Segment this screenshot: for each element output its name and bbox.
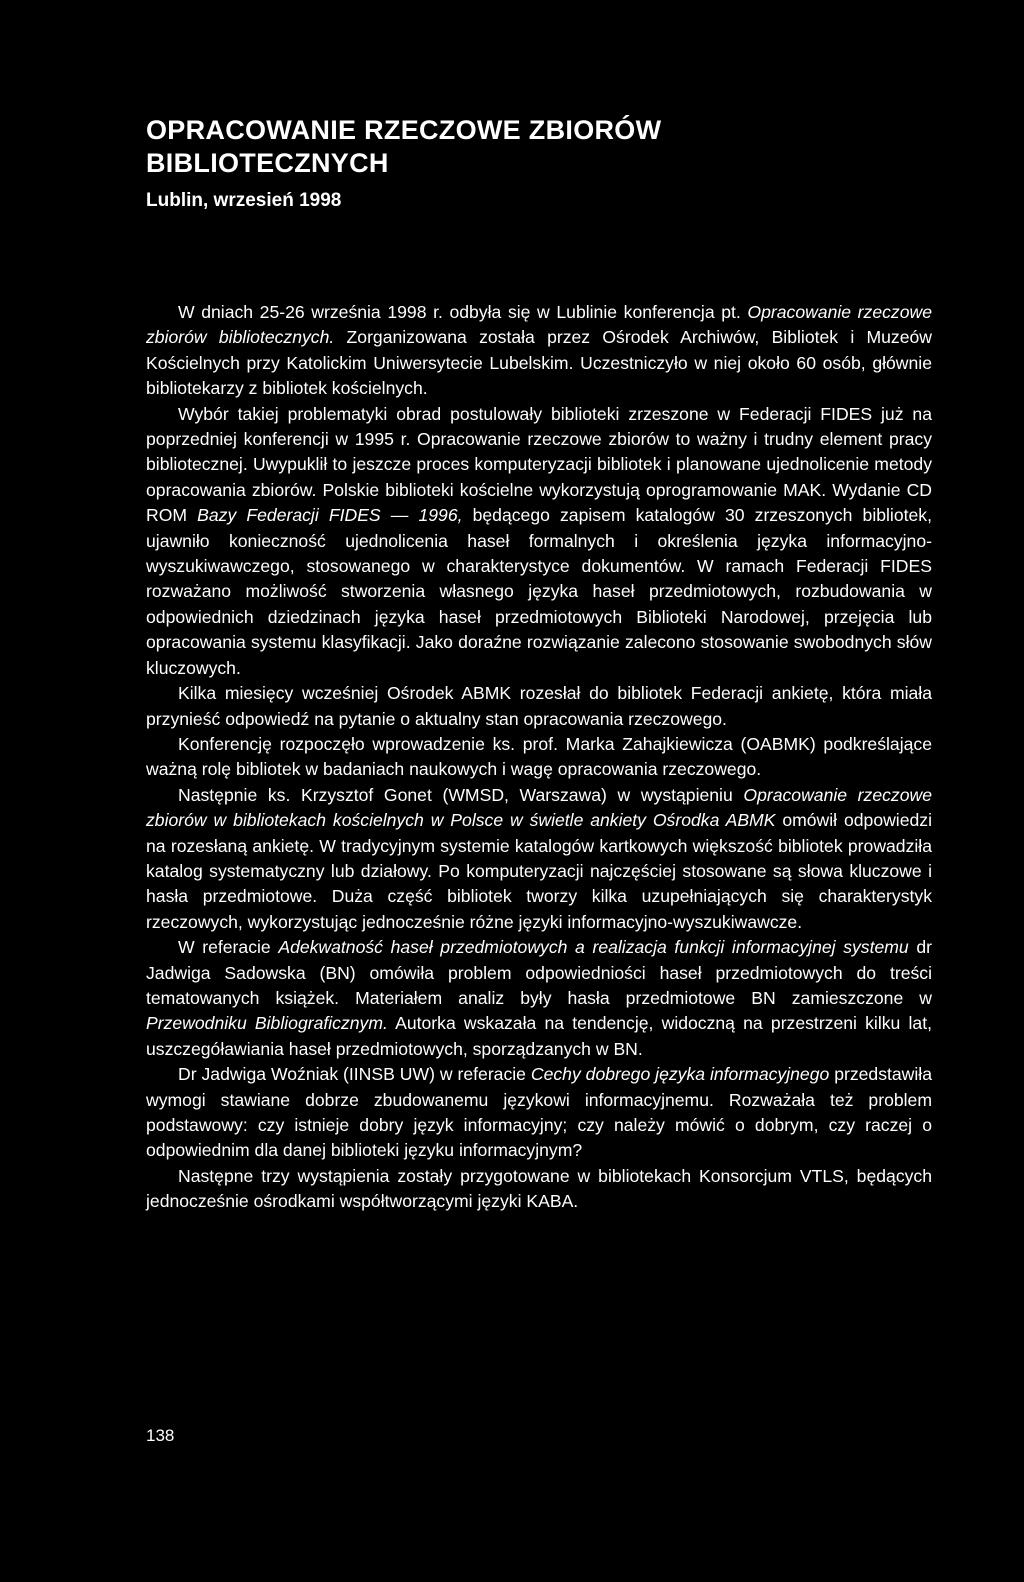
text-segment: Następne trzy wystąpienia zostały przygotowane w bibliotekach Konsorcjum VTLS, będących jednocześnie ośrodkami współtworzącymi języki KABA. — [146, 1165, 932, 1212]
italic-text: Bazy Federacji FIDES — 1996, — [197, 505, 463, 526]
article-title-line-2: BIBLIOTECZNYCH — [146, 148, 389, 178]
body-paragraph — [146, 732, 932, 783]
text-segment: przedstawiła wymogi stawiane dobrze zbudowanemu językowi informacyjnemu. Rozważała też problem podstawowy: czy istnieje dobry język informacyjny; czy należy mówić o dobrym, czy raczej o odpowiednim dla danej biblioteki języku informacyjnym? — [146, 1064, 932, 1161]
article — [146, 114, 932, 1215]
text-segment: omówił odpowiedzi na rozesłaną ankietę. W tradycyjnym systemie katalogów kartkowych większość bibliotek prowadziła katalog systematyczny lub działowy. Po komputeryzacji najczęściej stosowane są słowa kluczowe i hasła przedmiotowe. Duża część bibliotek tworzy kilka uzupełniających się charakterystyk rzeczowych, wykorzystując jednocześnie różne języki informacyjno-wyszukiwawcze. — [146, 810, 932, 932]
italic-text: Opracowanie rzeczowe zbiorów w bibliotekach kościelnych w Polsce w świetle ankiety Ośrodka ABMK — [146, 784, 932, 831]
article-body — [146, 300, 932, 1215]
text-segment: Zorganizowana została przez Ośrodek Archiwów, Bibliotek i Muzeów Kościelnych przy Katolickim Uniwersytecie Lubelskim. Uczestniczyło w niej około 60 osób, głównie bibliotekarzy z bibliotek kościelnych. — [146, 327, 932, 399]
body-paragraph — [146, 1062, 932, 1164]
italic-text: Adekwatność haseł przedmiotowych a realizacja funkcji informacyjnej systemu — [278, 937, 909, 958]
text-segment: W referacie — [178, 937, 279, 958]
text-segment: W dniach 25-26 września 1998 r. odbyła się w Lublinie konferencja pt. — [178, 302, 748, 322]
body-paragraph — [146, 402, 932, 681]
body-paragraph — [146, 300, 932, 402]
text-segment: dr Jadwiga Sadowska (BN) omówiła problem odpowiedniości haseł przedmiotowych do treści tematowanych książek. Materiałem analiz były hasła przedmiotowe BN zamieszczone w — [146, 937, 932, 1008]
italic-text: Cechy dobrego języka informacyjnego — [530, 1064, 830, 1085]
article-subtitle: Lublin, wrzesień 1998 — [146, 190, 342, 211]
text-segment: Następnie ks. Krzysztof Gonet (WMSD, Warszawa) w wystąpieniu — [178, 784, 744, 805]
article-title — [146, 114, 932, 180]
text-segment: będącego zapisem katalogów 30 zrzeszonych bibliotek, ujawniło konieczność ujednolicenia haseł formalnych i określenia języka informacyjno-wyszukiwawczego, stosowanego w charakterystyce dokumentów. W ramach Federacji FIDES rozważano możliwość stworzenia własnego języka haseł przedmiotowych, rozbudowania w odpowiednich dziedzinach języka haseł przedmiotowych Biblioteki Narodowej, przejęcia lub opracowania systemu klasyfikacji. Jako doraźne rozwiązanie zalecono stosowanie swobodnych słów kluczowych. — [146, 505, 932, 678]
italic-text: Przewodniku Bibliograficznym. — [146, 1013, 388, 1034]
text-segment: Wybór takiej problematyki obrad postulowały biblioteki zrzeszone w Federacji FIDES już na poprzedniej konferencji w 1995 r. Opracowanie rzeczowe zbiorów to ważny i trudny element pracy bibliotecznej. Uwypuklił to jeszcze proces komputeryzacji bibliotek i planowane ujednolicenie metody opracowania zbiorów. Polskie biblioteki kościelne wykorzystują oprogramowanie MAK. Wydanie CD ROM — [146, 403, 932, 526]
article-title-line-1: OPRACOWANIE RZECZOWE ZBIORÓW — [146, 115, 662, 145]
italic-text: Opracowanie rzeczowe zbiorów bibliotecznych. — [146, 302, 932, 348]
body-paragraph — [146, 681, 932, 732]
page-number: 138 — [146, 1426, 175, 1445]
body-paragraph — [146, 783, 932, 935]
text-segment: Konferencję rozpoczęło wprowadzenie ks. prof. Marka Zahajkiewicza (OABMK) podkreślające ważną rolę bibliotek w badaniach naukowych i wagę opracowania rzeczowego. — [146, 733, 932, 780]
body-paragraph — [146, 935, 932, 1062]
text-segment: Autorka wskazała na tendencję, widoczną na przestrzeni kilku lat, uszczegóławiania haseł przedmiotowych, sporządzanych w BN. — [146, 1013, 932, 1059]
text-segment: Dr Jadwiga Woźniak (IINSB UW) w referacie — [178, 1064, 531, 1085]
text-segment: Kilka miesięcy wcześniej Ośrodek ABMK rozesłał do bibliotek Federacji ankietę, która miała przynieść odpowiedź na pytanie o aktualny stan opracowania rzeczowego. — [146, 683, 932, 729]
body-paragraph — [146, 1164, 932, 1215]
